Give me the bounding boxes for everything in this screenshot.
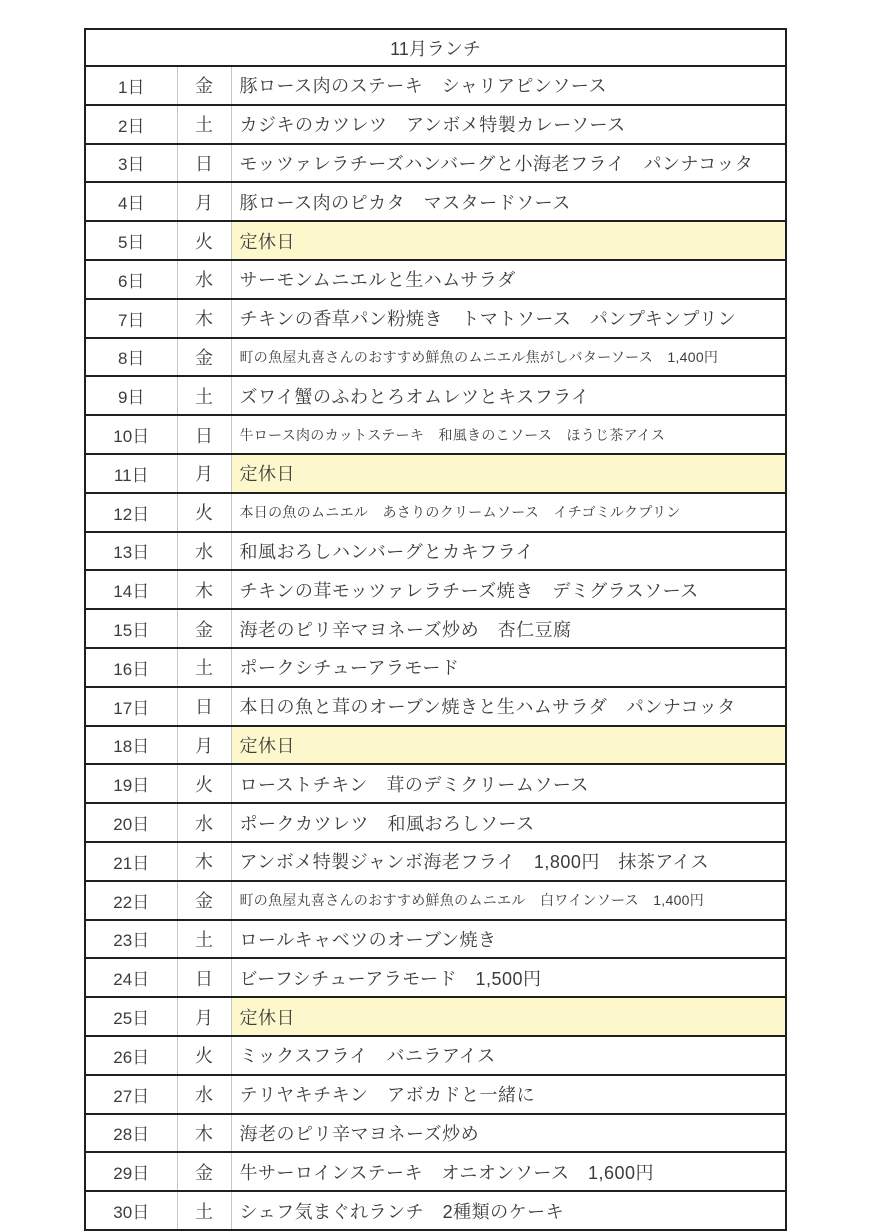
menu-cell: 牛サーロインステーキ オニオンソース 1,600円 <box>231 1152 786 1191</box>
weekday-cell: 日 <box>177 415 231 454</box>
menu-row <box>85 803 786 842</box>
day-cell: 29日 <box>85 1152 177 1191</box>
day-cell: 1日 <box>85 66 177 105</box>
weekday-cell: 土 <box>177 920 231 959</box>
menu-cell: チキンの香草パン粉焼き トマトソース パンプキンプリン <box>231 299 786 338</box>
day-cell: 10日 <box>85 415 177 454</box>
menu-cell: 牛ロース肉のカットステーキ 和風きのこソース ほうじ茶アイス <box>231 415 786 454</box>
menu-row <box>85 648 786 687</box>
weekday-cell: 土 <box>177 376 231 415</box>
weekday-cell: 金 <box>177 609 231 648</box>
weekday-cell: 金 <box>177 66 231 105</box>
menu-cell: シェフ気まぐれランチ 2種類のケーキ <box>239 1201 565 1222</box>
menu-cell: サーモンムニエルと生ハムサラダ <box>231 260 786 299</box>
menu-cell: ビーフシチューアラモード 1,500円 <box>231 958 786 997</box>
menu-row <box>85 609 786 648</box>
closed-day-cell: 定休日 <box>231 726 786 765</box>
day-cell: 12日 <box>85 493 177 532</box>
menu-row <box>85 376 786 415</box>
day-cell: 3日 <box>85 144 177 183</box>
day-cell: 14日 <box>85 570 177 609</box>
day-cell: 25日 <box>85 997 177 1036</box>
menu-row <box>85 182 786 221</box>
day-cell: 30日 <box>85 1191 177 1230</box>
menu-row <box>85 299 786 338</box>
menu-cell: ミックスフライ バニラアイス <box>231 1036 786 1075</box>
closed-day-cell: 定休日 <box>231 454 786 493</box>
day-cell: 27日 <box>85 1075 177 1114</box>
menu-row <box>85 842 786 881</box>
menu-row <box>85 1191 786 1230</box>
weekday-cell: 月 <box>177 726 231 765</box>
weekday-cell: 水 <box>177 532 231 571</box>
menu-row <box>85 493 786 532</box>
menu-cell: 町の魚屋丸喜さんのおすすめ鮮魚のムニエル焦がしバターソース 1,400円 <box>231 338 786 377</box>
menu-row <box>85 221 786 260</box>
menu-row <box>85 415 786 454</box>
weekday-cell: 木 <box>177 842 231 881</box>
day-cell: 16日 <box>85 648 177 687</box>
menu-row <box>85 1114 786 1153</box>
menu-row <box>85 881 786 920</box>
weekday-cell: 日 <box>177 144 231 183</box>
weekday-cell: 金 <box>177 1152 231 1191</box>
menu-cell: チキンの茸モッツァレラチーズ焼き デミグラスソース <box>231 570 786 609</box>
menu-cell: ロールキャベツのオーブン焼き <box>231 920 786 959</box>
weekday-cell: 月 <box>177 182 231 221</box>
weekday-cell: 火 <box>177 1036 231 1075</box>
day-cell: 22日 <box>85 881 177 920</box>
menu-row <box>85 1152 786 1191</box>
day-cell: 23日 <box>85 920 177 959</box>
menu-cell: 本日の魚のムニエル あさりのクリームソース イチゴミルクプリン <box>231 493 786 532</box>
menu-row <box>85 687 786 726</box>
menu-cell: 海老のピリ辛マヨネーズ炒め <box>231 1114 786 1153</box>
menu-row <box>85 105 786 144</box>
closed-day-cell: 定休日 <box>231 997 786 1036</box>
menu-row <box>85 260 786 299</box>
weekday-cell: 水 <box>177 1075 231 1114</box>
day-cell: 13日 <box>85 532 177 571</box>
menu-row <box>85 726 786 765</box>
day-cell: 28日 <box>85 1114 177 1153</box>
menu-cell: アンボメ特製ジャンボ海老フライ 1,800円 抹茶アイス <box>231 842 786 881</box>
menu-row <box>85 764 786 803</box>
menu-cell: カジキのカツレツ アンボメ特製カレーソース <box>231 105 786 144</box>
day-cell: 11日 <box>85 454 177 493</box>
day-cell: 21日 <box>85 842 177 881</box>
day-cell: 20日 <box>85 803 177 842</box>
weekday-cell: 水 <box>177 803 231 842</box>
menu-cell: 本日の魚と茸のオーブン焼きと生ハムサラダ パンナコッタ <box>231 687 786 726</box>
weekday-cell: 木 <box>177 299 231 338</box>
day-cell: 6日 <box>85 260 177 299</box>
day-cell: 19日 <box>85 764 177 803</box>
weekday-cell: 木 <box>177 570 231 609</box>
menu-cell: 豚ロース肉のピカタ マスタードソース <box>231 182 786 221</box>
menu-cell: モッツァレラチーズハンバーグと小海老フライ パンナコッタ <box>231 144 786 183</box>
weekday-cell: 金 <box>177 881 231 920</box>
menu-row <box>85 532 786 571</box>
day-cell: 7日 <box>85 299 177 338</box>
weekday-cell: 火 <box>177 493 231 532</box>
menu-cell: ズワイ蟹のふわとろオムレツとキスフライ <box>231 376 786 415</box>
weekday-cell: 日 <box>177 687 231 726</box>
menu-row <box>85 338 786 377</box>
lunch-calendar <box>84 28 785 1231</box>
day-cell: 17日 <box>85 687 177 726</box>
weekday-cell: 土 <box>177 1191 231 1230</box>
weekday-cell: 水 <box>177 260 231 299</box>
menu-row <box>85 66 786 105</box>
weekday-cell: 金 <box>177 338 231 377</box>
menu-cell: 和風おろしハンバーグとカキフライ <box>231 532 786 571</box>
weekday-cell: 土 <box>177 105 231 144</box>
day-cell: 5日 <box>85 221 177 260</box>
menu-row <box>85 454 786 493</box>
menu-cell: 豚ロース肉のステーキ シャリアピンソース <box>231 66 786 105</box>
day-cell: 18日 <box>85 726 177 765</box>
day-cell: 9日 <box>85 376 177 415</box>
menu-cell: ローストチキン 茸のデミクリームソース <box>231 764 786 803</box>
day-cell: 15日 <box>85 609 177 648</box>
weekday-cell: 土 <box>177 648 231 687</box>
weekday-cell: 日 <box>177 958 231 997</box>
lunch-menu-table <box>84 28 787 1231</box>
menu-row <box>85 570 786 609</box>
day-cell: 8日 <box>85 338 177 377</box>
weekday-cell: 月 <box>177 454 231 493</box>
menu-row <box>85 1036 786 1075</box>
menu-row <box>85 144 786 183</box>
menu-cell: 町の魚屋丸喜さんのおすすめ鮮魚のムニエル 白ワインソース 1,400円 <box>231 881 786 920</box>
table-header-row <box>85 29 786 66</box>
day-cell: 2日 <box>85 105 177 144</box>
closed-day-cell: 定休日 <box>231 221 786 260</box>
menu-cell: テリヤキチキン アボカドと一緒に <box>231 1075 786 1114</box>
day-cell: 24日 <box>85 958 177 997</box>
weekday-cell: 月 <box>177 997 231 1036</box>
day-cell: 4日 <box>85 182 177 221</box>
menu-row <box>85 997 786 1036</box>
weekday-cell: 火 <box>177 221 231 260</box>
menu-row <box>85 920 786 959</box>
day-cell: 26日 <box>85 1036 177 1075</box>
menu-table-body <box>85 29 786 1230</box>
menu-row <box>85 1075 786 1114</box>
menu-cell: ポークカツレツ 和風おろしソース <box>231 803 786 842</box>
page-title: 11月ランチ <box>85 29 786 66</box>
menu-cell: 海老のピリ辛マヨネーズ炒め 杏仁豆腐 <box>231 609 786 648</box>
weekday-cell: 火 <box>177 764 231 803</box>
menu-row <box>85 958 786 997</box>
weekday-cell: 木 <box>177 1114 231 1153</box>
menu-cell: ポークシチューアラモード <box>231 648 786 687</box>
